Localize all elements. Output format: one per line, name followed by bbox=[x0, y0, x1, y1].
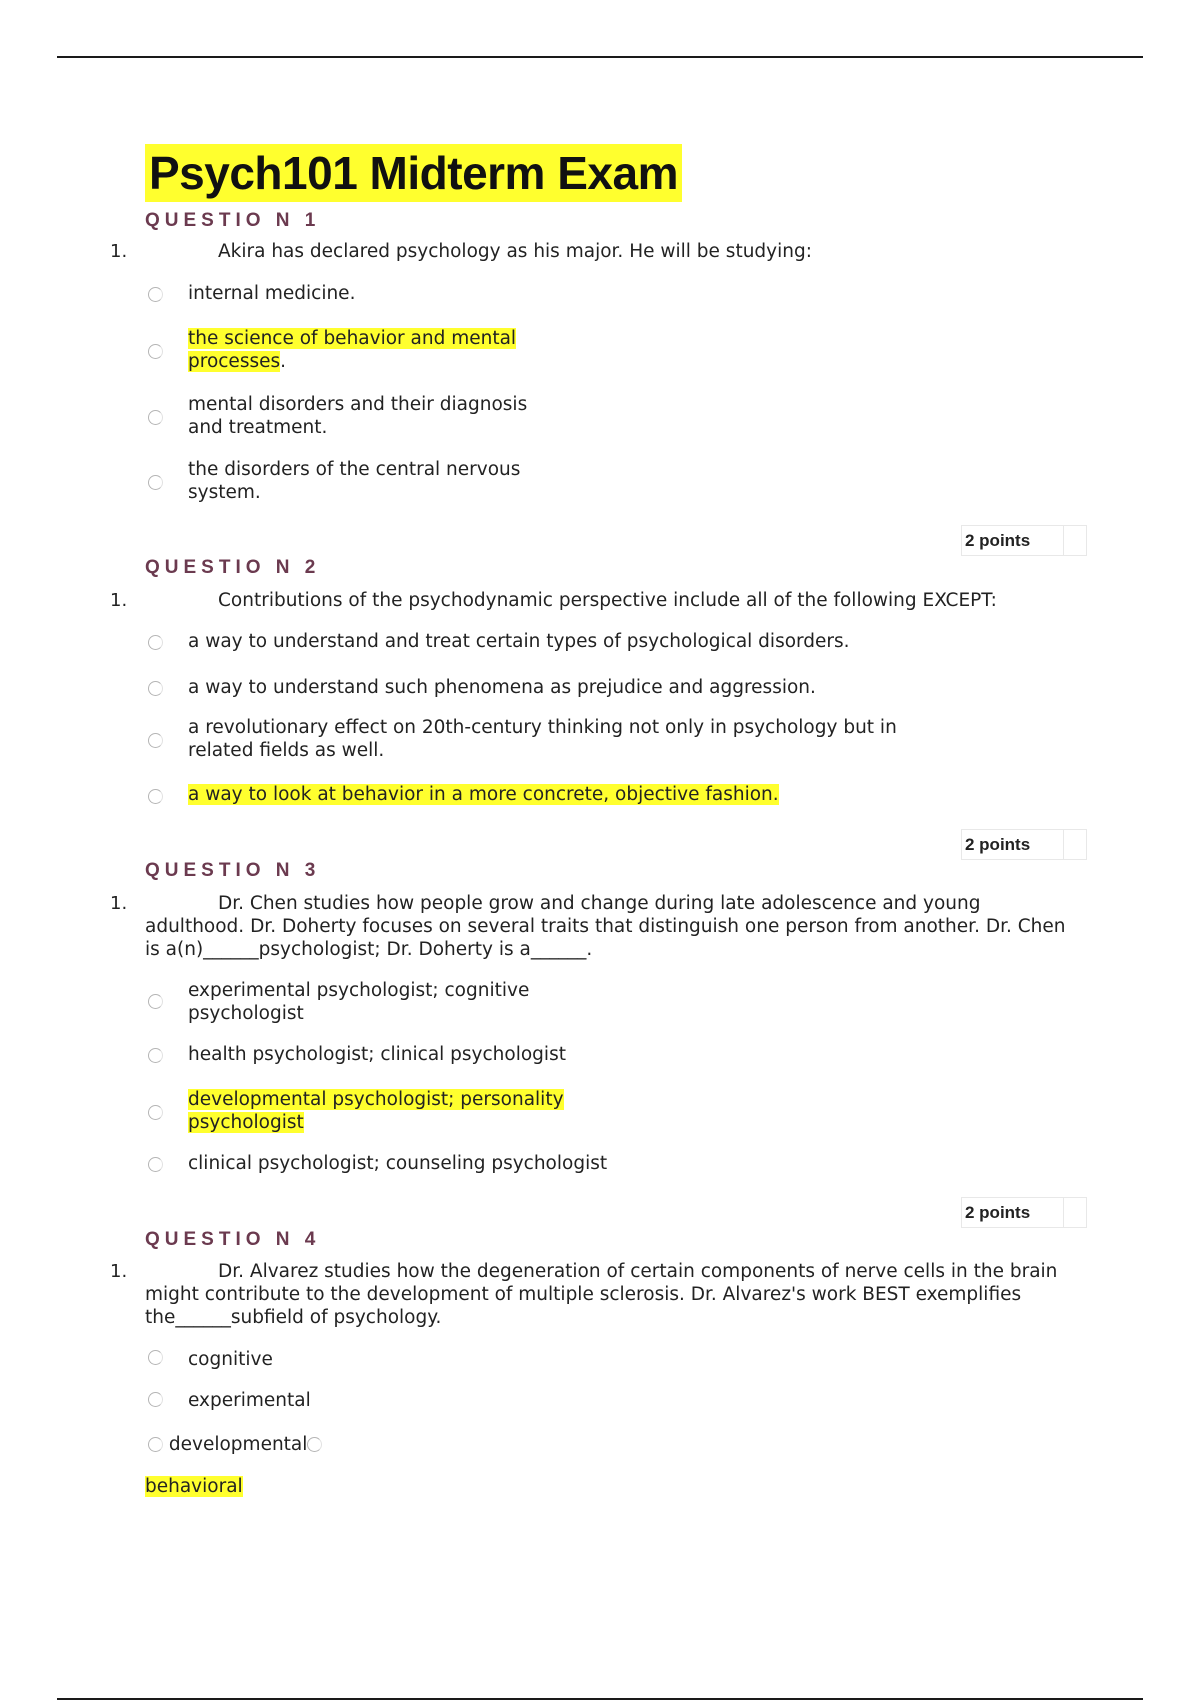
question-1-number: 1. bbox=[110, 241, 128, 262]
q4-option-2-radio[interactable] bbox=[148, 1392, 163, 1407]
q4-option-1-radio[interactable] bbox=[148, 1350, 163, 1365]
q2-option-4-radio[interactable] bbox=[148, 789, 163, 804]
q3-option-4[interactable]: clinical psychologist; counseling psychologist bbox=[188, 1153, 608, 1174]
q3-option-1-radio[interactable] bbox=[148, 994, 163, 1009]
q3-option-3[interactable] bbox=[188, 1088, 564, 1134]
q1-option-2[interactable]: the science of behavior and mental processes. bbox=[188, 328, 517, 372]
q2-option-3[interactable]: a revolutionary effect on 20th-century thinking not only in psychology but in related fields as well. bbox=[188, 717, 897, 761]
q1-option-3-radio[interactable] bbox=[148, 410, 163, 425]
q4-option-4[interactable] bbox=[145, 1475, 243, 1498]
q3-option-2-radio[interactable] bbox=[148, 1048, 163, 1063]
question-2-number: 1. bbox=[110, 590, 128, 611]
q3-option-3-answer: developmental psychologist; personality psychologist bbox=[188, 1089, 564, 1133]
q1-option-4[interactable]: the disorders of the central nervous system. bbox=[188, 459, 521, 503]
q4-option-2[interactable]: experimental bbox=[188, 1390, 311, 1411]
q1-option-4-radio[interactable] bbox=[148, 475, 163, 490]
question-3-heading: QUESTIO N 3 bbox=[145, 860, 321, 881]
question-2-points: 2 points bbox=[961, 829, 1087, 860]
q2-option-4[interactable] bbox=[188, 783, 779, 806]
question-3-points: 2 points bbox=[961, 1197, 1087, 1228]
q3-option-2[interactable]: health psychologist; clinical psychologist bbox=[188, 1044, 566, 1065]
question-2-text: Contributions of the psychodynamic perspective include all of the following EXCEPT: bbox=[218, 590, 997, 611]
q2-option-1-radio[interactable] bbox=[148, 635, 163, 650]
q1-option-1-radio[interactable] bbox=[148, 287, 163, 302]
question-2-heading: QUESTIO N 2 bbox=[145, 557, 321, 578]
q4-option-3[interactable]: developmental bbox=[148, 1433, 322, 1456]
q3-option-4-radio[interactable] bbox=[148, 1157, 163, 1172]
q2-option-2-radio[interactable] bbox=[148, 681, 163, 696]
q2-option-1[interactable]: a way to understand and treat certain types of psychological disorders. bbox=[188, 631, 850, 652]
q1-option-1[interactable]: internal medicine. bbox=[188, 283, 356, 304]
question-1-text: Akira has declared psychology as his major. He will be studying: bbox=[218, 241, 812, 262]
q3-option-3-radio[interactable] bbox=[148, 1105, 163, 1120]
q4-option-4-radio[interactable] bbox=[307, 1437, 322, 1452]
q4-option-1[interactable]: cognitive bbox=[188, 1349, 273, 1370]
q3-option-1[interactable]: experimental psychologist; cognitive psychologist bbox=[188, 980, 530, 1024]
q4-option-4-answer: behavioral bbox=[145, 1476, 243, 1497]
top-rule bbox=[57, 56, 1143, 58]
q1-option-2-answer: the science of behavior and mental processes bbox=[188, 328, 517, 372]
q2-option-4-answer: a way to look at behavior in a more concrete, objective fashion. bbox=[188, 784, 779, 805]
question-4-number: 1. bbox=[110, 1261, 128, 1282]
q4-option-3-radio[interactable] bbox=[148, 1437, 163, 1452]
question-4-text: Dr. Alvarez studies how the degeneration of certain components of nerve cells in the brain might contribute to the development of multiple sclerosis. Dr. Alvarez's work BEST exemplifies the______subfield of psychology. bbox=[145, 1261, 1058, 1328]
q1-option-2-radio[interactable] bbox=[148, 344, 163, 359]
page-title: Psych101 Midterm Exam bbox=[145, 144, 682, 202]
question-1-heading: QUESTIO N 1 bbox=[145, 210, 321, 231]
question-1-points: 2 points bbox=[961, 525, 1087, 556]
question-3-text: Dr. Chen studies how people grow and change during late adolescence and young adulthood. Dr. Doherty focuses on several traits that distinguish one person from another. Dr. Chen is a(n)______psychologist; Dr. Doherty is a______. bbox=[145, 893, 1066, 960]
question-3-number: 1. bbox=[110, 893, 128, 914]
q2-option-3-radio[interactable] bbox=[148, 733, 163, 748]
q2-option-2[interactable]: a way to understand such phenomena as prejudice and aggression. bbox=[188, 677, 816, 698]
question-4-heading: QUESTIO N 4 bbox=[145, 1229, 321, 1250]
q1-option-3[interactable]: mental disorders and their diagnosis and treatment. bbox=[188, 394, 528, 438]
